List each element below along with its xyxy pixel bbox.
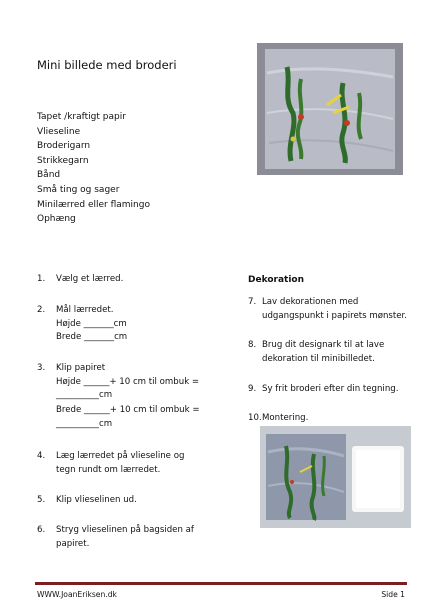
list-item: Små ting og sager bbox=[37, 184, 120, 195]
list-item: Tapet /kraftigt papir bbox=[37, 112, 126, 122]
list-item: Broderigarn bbox=[37, 141, 91, 152]
steps-left: 1. Vælg et lærred. 2. Mål lærredet. Højde _______cm Brede _______cm 3. Klip papiret Højde ______+ 10 cm til ombuk = __________cm Brede ______+ 10 cm til ombuk = __________cm 4. Læg lærredet på vlieseline og tegn rundt om lærredet. 5. Klip vlieselinen ud. 6. Stryg vlieselinen på bagsiden af papiret. bbox=[37, 274, 200, 549]
footer-page-number: Side 1 bbox=[381, 590, 405, 599]
list-item: Bånd bbox=[37, 170, 61, 181]
list-item: Strikkegarn bbox=[37, 155, 89, 166]
steps-right: 7. Lav dekorationen med udgangspunkt i papirets mønster. 8. Brug dit designark til at lave dekoration til minibilledet. 9. Sy frit broderi efter din tegning. 10. Montering. bbox=[248, 297, 408, 423]
footer-rule bbox=[35, 582, 407, 585]
footer-website: WWW.JoanEriksen.dk bbox=[37, 590, 117, 599]
list-item: Vlieseline bbox=[37, 126, 81, 137]
list-item: Minilærred eller flamingo bbox=[37, 199, 150, 210]
decoration-heading: Dekoration bbox=[248, 275, 304, 285]
page-title: Mini billede med broderi bbox=[37, 58, 177, 72]
list-item: Ophæng bbox=[37, 214, 76, 225]
mounting-photo bbox=[260, 426, 411, 528]
